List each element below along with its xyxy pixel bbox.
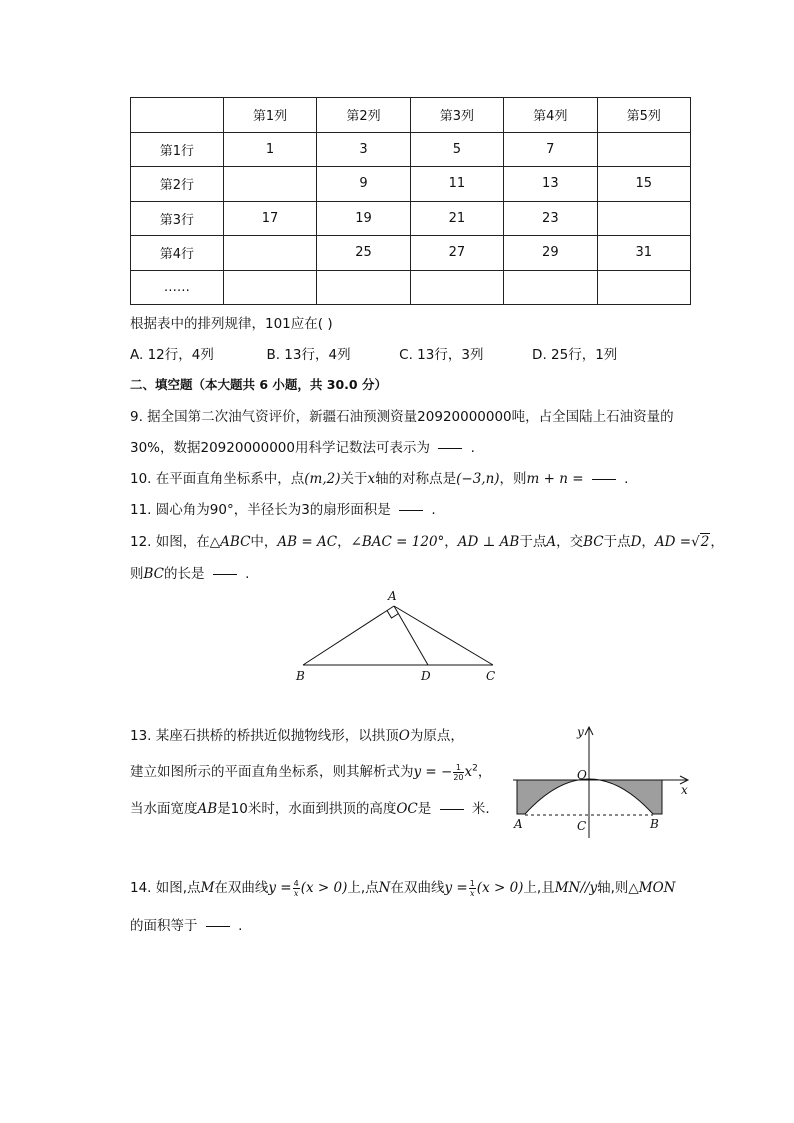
fraction	[293, 879, 300, 898]
q10-point: (m,2)	[304, 471, 341, 487]
answer-blank[interactable]	[440, 807, 464, 810]
q13-text: 为原点，	[409, 728, 464, 744]
table-cell	[317, 270, 410, 305]
q12-text: 于点	[519, 534, 547, 550]
q13-text: 是10米时，水面到拱顶的高度	[217, 801, 397, 817]
option-a[interactable]: A. 12行，4列	[130, 347, 214, 363]
table-cell: 29	[504, 236, 597, 271]
q13-text: ，	[477, 764, 492, 780]
q10-text: ，则	[499, 471, 527, 487]
x-axis-label: x	[681, 783, 688, 797]
table-cell	[223, 236, 316, 271]
option-b[interactable]: B. 13行，4列	[266, 347, 351, 363]
q14-text: 上,点	[347, 880, 379, 896]
q14-math: △MON	[628, 880, 676, 896]
table-cell: 19	[317, 201, 410, 236]
q12-text: ，	[444, 534, 458, 550]
table-header-cell: 第5列	[597, 98, 690, 133]
q13-math: O	[398, 728, 410, 744]
answer-blank[interactable]	[213, 572, 237, 575]
q13-math: AB	[197, 801, 218, 817]
table-row	[131, 236, 691, 271]
question-13-line1	[130, 724, 464, 744]
table-row	[131, 270, 691, 305]
question-12-line2	[130, 562, 249, 582]
q14-math: N	[378, 880, 391, 896]
table-cell: 5	[410, 132, 503, 167]
table-header-cell	[131, 98, 224, 133]
question-10	[130, 467, 628, 487]
answer-blank[interactable]	[438, 446, 462, 449]
q13-text: 13. 某座石拱桥的桥拱近似抛物线形，以拱顶	[130, 728, 399, 744]
q10-end: .	[624, 471, 629, 487]
question-13-line3	[130, 797, 490, 817]
table-cell: 15	[597, 167, 690, 202]
q14-text: 的面积等于	[130, 918, 198, 934]
q14-math: y =	[444, 880, 468, 896]
table-cell: 9	[317, 167, 410, 202]
answer-blank[interactable]	[399, 508, 423, 511]
table-cell	[597, 270, 690, 305]
table-row	[131, 132, 691, 167]
q12-text: 的长是	[164, 566, 205, 582]
q12-math: A	[546, 534, 557, 550]
answer-blank[interactable]	[592, 477, 616, 480]
q10-text: 轴的对称点是	[375, 471, 457, 487]
q10-expr: m + n =	[526, 471, 584, 487]
section-heading: 二、填空题（本大题共 6 小题，共 30.0 分）	[130, 377, 387, 392]
answer-blank[interactable]	[206, 924, 230, 927]
q10-point: (−3,n)	[456, 471, 500, 487]
q13-end: 米.	[471, 801, 490, 817]
q12-math: BC	[143, 566, 165, 582]
label-c: C	[486, 669, 496, 683]
q10-axis: x	[367, 471, 376, 487]
origin-label: O	[577, 768, 587, 782]
table-cell	[504, 270, 597, 305]
q12-math: △ABC	[209, 534, 251, 550]
q12-math: AD ⊥ AB	[457, 534, 520, 550]
table-cell: 27	[410, 236, 503, 271]
q11-text: 11. 圆心角为90°，半径长为3的扇形面积是	[130, 502, 391, 518]
table-cell: 31	[597, 236, 690, 271]
number-table	[130, 97, 691, 305]
q12-math: AB = AC	[277, 534, 338, 550]
question-9-text: 30%，数据20920000000用科学记数法可表示为	[130, 440, 430, 456]
table-header-row	[131, 98, 691, 133]
side-ac	[394, 606, 493, 665]
question-14-line1	[130, 876, 675, 898]
question-14-line2	[130, 914, 242, 934]
fraction-denominator: 20	[453, 772, 464, 782]
table-cell: ……	[131, 270, 224, 305]
q14-text: 轴,则	[597, 880, 629, 896]
table-header-cell: 第4列	[504, 98, 597, 133]
q12-text: 12. 如图，在	[130, 534, 210, 550]
q12-text: 则	[130, 566, 144, 582]
q14-math: y =	[268, 880, 292, 896]
question-8-options	[130, 343, 617, 363]
triangle-figure	[290, 585, 510, 685]
q13-text: 建立如图所示的平面直角坐标系，则其解析式为	[130, 764, 414, 780]
point-c-label: C	[577, 819, 587, 833]
q13-text: 是	[417, 801, 432, 817]
table-cell	[223, 167, 316, 202]
question-13-line2	[130, 760, 491, 782]
point-a-label: A	[514, 817, 523, 831]
table-header-cell: 第1列	[223, 98, 316, 133]
table-cell: 7	[504, 132, 597, 167]
table-cell: 13	[504, 167, 597, 202]
q11-end: .	[431, 502, 436, 518]
table-cell: 第4行	[131, 236, 224, 271]
table-cell	[597, 201, 690, 236]
table-header-cell: 第2列	[317, 98, 410, 133]
table-cell	[410, 270, 503, 305]
q14-end: .	[238, 918, 243, 934]
table-row	[131, 167, 691, 202]
q14-math: (x > 0)	[300, 880, 348, 896]
q12-text: ，	[641, 534, 655, 550]
table-cell: 第3行	[131, 201, 224, 236]
question-9-line1: 9. 据全国第二次油气资评价，新疆石油预测资量20920000000吨，占全国陆上石油资量的	[130, 409, 674, 425]
q12-text: 中，	[250, 534, 278, 550]
q12-text: ，	[710, 534, 724, 550]
question-9-end: .	[470, 440, 475, 456]
option-d[interactable]: D. 25行，1列	[532, 347, 618, 363]
label-a: A	[388, 589, 397, 603]
table-cell: 第2行	[131, 167, 224, 202]
fraction-numerator: 4	[293, 878, 299, 888]
point-b-label: B	[650, 817, 659, 831]
fraction-numerator: 1	[453, 763, 463, 773]
segment-ad	[394, 606, 428, 665]
table-cell	[597, 132, 690, 167]
q13-text: 当水面宽度	[130, 801, 198, 817]
q13-math: x	[464, 764, 473, 780]
q13-math: OC	[396, 801, 418, 817]
q13-math: y = −	[413, 764, 453, 780]
question-11	[130, 498, 436, 518]
table-cell	[223, 270, 316, 305]
table-header-cell: 第3列	[410, 98, 503, 133]
table-cell: 11	[410, 167, 503, 202]
q14-text: 14. 如图,点	[130, 880, 201, 896]
q14-math: (x > 0)	[476, 880, 524, 896]
q12-math: AD =	[654, 534, 692, 550]
q12-end: .	[245, 566, 250, 582]
fraction-numerator: 1	[469, 878, 475, 888]
q12-text: ，	[337, 534, 351, 550]
label-b: B	[296, 669, 305, 683]
fraction	[453, 763, 463, 782]
question-8-stem: 根据表中的排列规律，101应在( )	[130, 316, 333, 332]
table-cell: 3	[317, 132, 410, 167]
q12-math: D	[630, 534, 642, 550]
q12-text: 于点	[603, 534, 631, 550]
fraction-denominator: x	[469, 888, 475, 898]
fraction	[469, 879, 476, 898]
q14-text: 在双曲线	[214, 880, 269, 896]
q10-text: 10. 在平面直角坐标系中，点	[130, 471, 305, 487]
q12-text: ，交	[556, 534, 584, 550]
label-d: D	[421, 669, 431, 683]
bridge-arch-figure	[505, 722, 695, 842]
side-ab	[303, 606, 394, 665]
option-c[interactable]: C. 13行，3列	[399, 347, 484, 363]
q14-text: 上,且	[523, 880, 555, 896]
q14-math: MN//y	[554, 880, 598, 896]
sqrt-radicand: 2	[700, 534, 710, 550]
q10-text: 关于	[340, 471, 368, 487]
sqrt-symbol: √2	[691, 534, 710, 550]
exponent: 2	[472, 763, 478, 774]
q14-text: 在双曲线	[390, 880, 445, 896]
table-cell: 第1行	[131, 132, 224, 167]
table-cell: 25	[317, 236, 410, 271]
table-cell: 1	[223, 132, 316, 167]
table-cell: 23	[504, 201, 597, 236]
q12-math: ∠BAC = 120°	[350, 534, 445, 550]
table-cell: 21	[410, 201, 503, 236]
table-cell: 17	[223, 201, 316, 236]
table-row	[131, 201, 691, 236]
question-12-line1	[130, 530, 724, 550]
question-9-line2	[130, 436, 475, 456]
fraction-denominator: x	[293, 888, 299, 898]
y-axis-label: y	[577, 725, 584, 739]
q14-math: M	[200, 880, 215, 896]
q12-math: BC	[583, 534, 604, 550]
